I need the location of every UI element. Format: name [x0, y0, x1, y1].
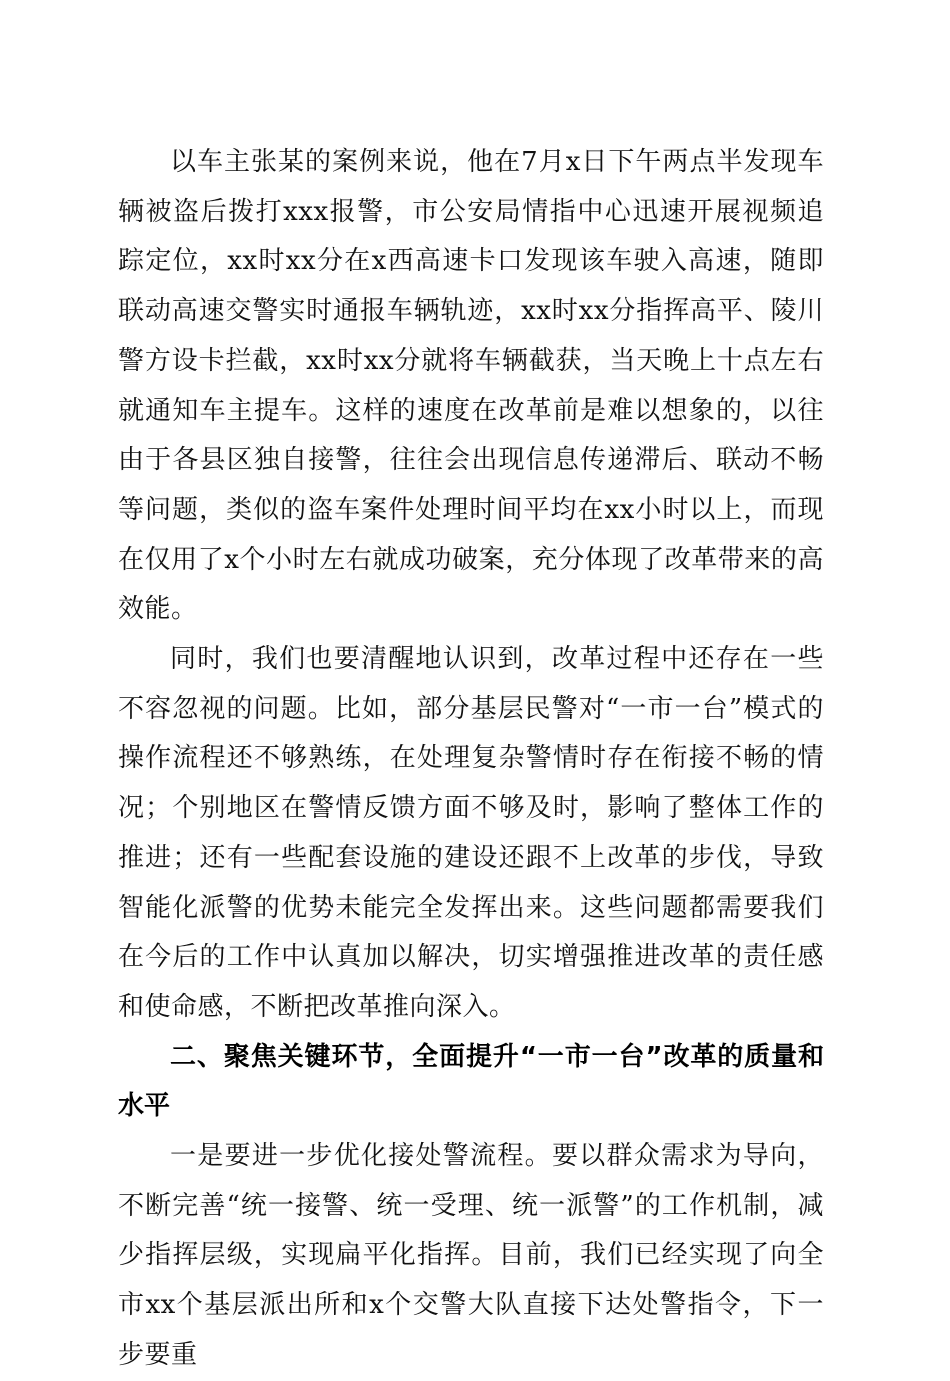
- section-heading-two: 二、聚焦关键环节，全面提升“一市一台”改革的质量和水平: [118, 1041, 824, 1122]
- document-body: [118, 138, 824, 1381]
- paragraph-existing-problems: 同时，我们也要清醒地认识到，改革过程中还存在一些不容忽视的问题。比如，部分基层民警对“一市一台”模式的操作流程还不够熟练，在处理复杂警情时存在衔接不畅的情况；个别地区在警情反馈方面不够及时，影响了整体工作的推进；还有一些配套设施的建设还跟不上改革的步伐，导致智能化派警的优势未能完全发挥出来。这些问题都需要我们在今后的工作中认真加以解决，切实增强推进改革的责任感和使命感，不断把改革推向深入。: [118, 644, 824, 1022]
- paragraph-optimize-process: 一是要进一步优化接处警流程。要以群众需求为导向，不断完善“统一接警、统一受理、统一派警”的工作机制，减少指挥层级，实现扁平化指挥。目前，我们已经实现了向全市xx个基层派出所和x个交警大队直接下达处警指令，下一步要重: [118, 1141, 824, 1370]
- paragraph-car-theft-case: 以车主张某的案例来说，他在7月x日下午两点半发现车辆被盗后拨打xxx报警，市公安局情指中心迅速开展视频追踪定位，xx时xx分在x西高速卡口发现该车驶入高速，随即联动高速交警实时通报车辆轨迹，xx时xx分指挥高平、陵川警方设卡拦截，xx时xx分就将车辆截获，当天晚上十点左右就通知车主提车。这样的速度在改革前是难以想象的，以往由于各县区独自接警，往往会出现信息传递滞后、联动不畅等问题，类似的盗车案件处理时间平均在xx小时以上，而现在仅用了x个小时左右就成功破案，充分体现了改革带来的高效能。: [118, 147, 824, 625]
